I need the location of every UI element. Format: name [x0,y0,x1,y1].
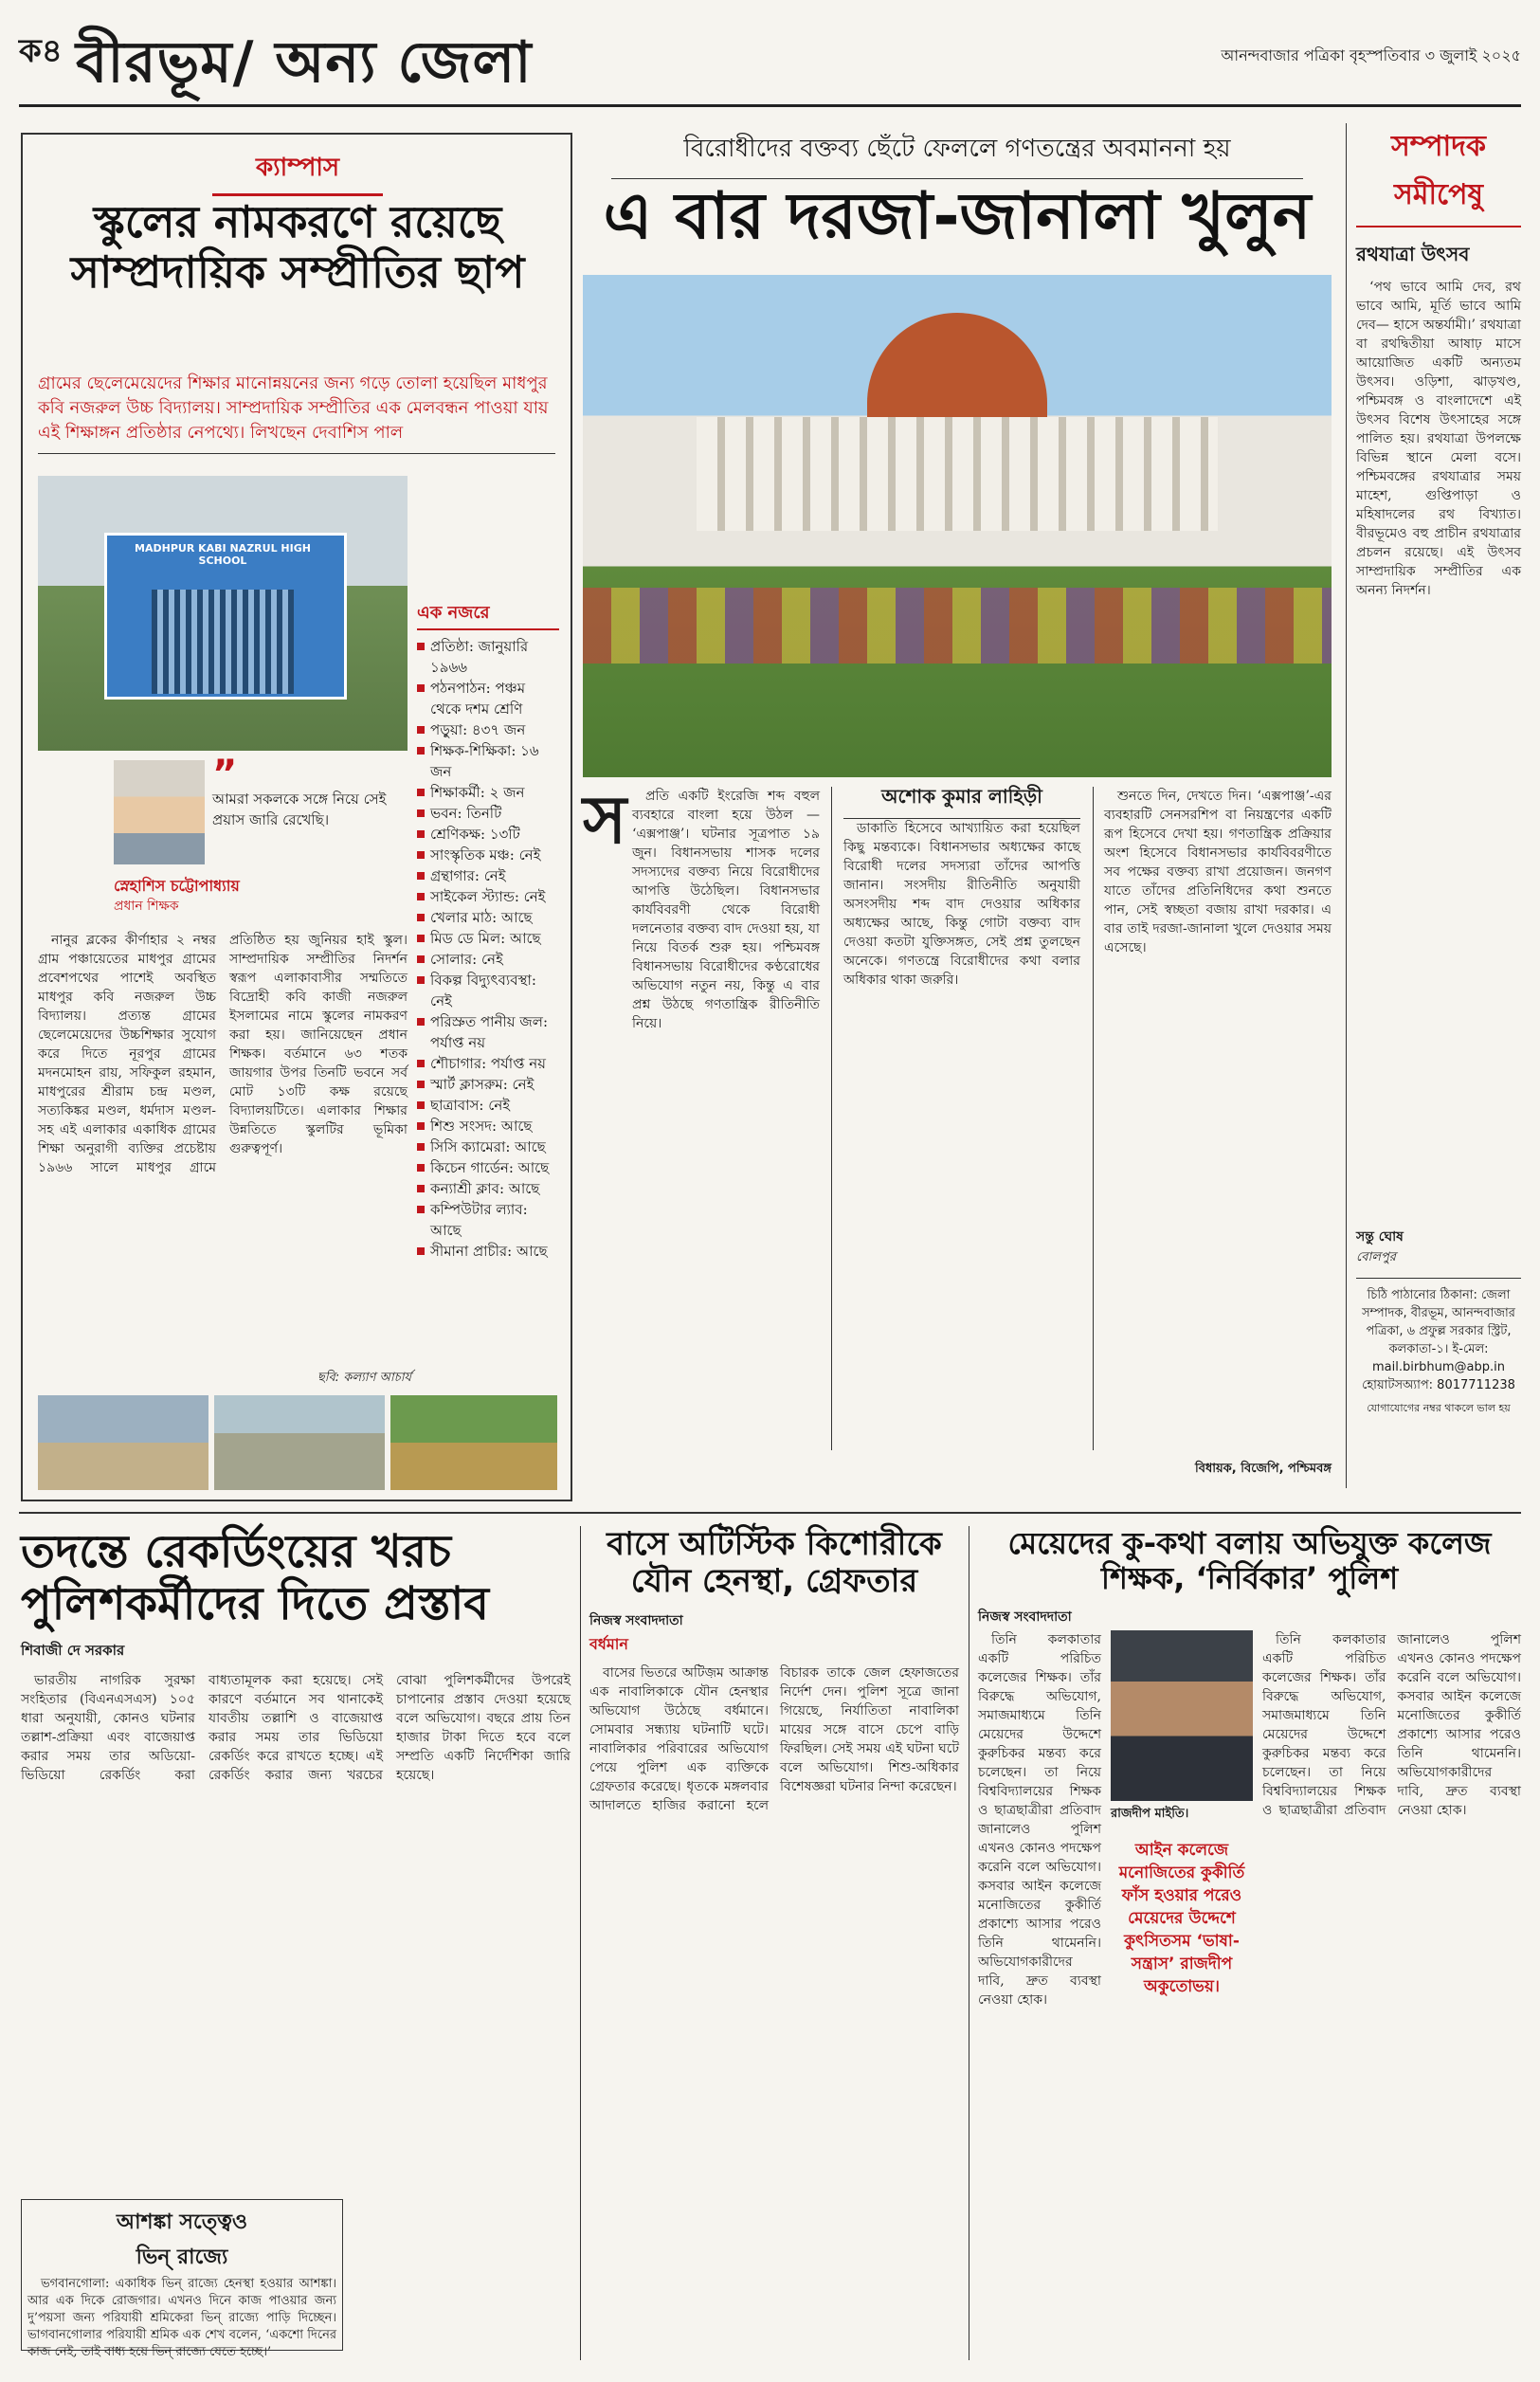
fact-item: ছাত্রাবাস: নেই [417,1095,559,1116]
lead-author: অশোক কুমার লাহিড়ী [843,783,1080,819]
bus-story [589,1526,959,2360]
school-sign: MADHPUR KABI NAZRUL HIGH SCHOOL [135,542,311,567]
fact-item: শ্রেণিকক্ষ: ১৩টি [417,824,559,845]
letters-column [1346,123,1521,1488]
facts-list [417,636,559,1262]
fact-item: কন্যাশ্রী ক্লাব: আছে [417,1178,559,1199]
bus-byline: নিজস্ব সংবাদদাতা [589,1613,683,1629]
letters-address-box [1356,1278,1521,1418]
campus-body: নানুর ব্লকের কীর্ণাহার ২ নম্বর গ্রাম পঞ্চায়েতের মাধপুর গ্রামের প্রবেশপথের পাশেই অবস্থিত মাধপুর কবি নজরুল উচ্চ বিদ্যালয়। প্রত্যন্ত গ্রামের ছেলেমেয়েদের উচ্চশিক্ষার সুযোগ করে দিতে নূরপুর গ্রামের মদনমোহন রায়, সফিকুল রহমান, মাধপুরের শ্রীরাম চন্দ্র মণ্ডল, সত্যকিঙ্কর মণ্ডল, ধর্মদাস মণ্ডল-সহ এই এলাকার একাধিক গ্রামের শিক্ষা অনুরাগী ব্যক্তির প্রচেষ্টায় ১৯৬৬ সালে মাধপুর গ্রামে প্রতিষ্ঠিত হয় জুনিয়র হাই স্কুল। সাম্প্রদায়িক সম্প্রীতির নিদর্শন স্বরূপ এলাকাবাসীর সম্মতিতে বিদ্রোহী কবি কাজী নজরুল ইসলামের নামে স্কুলের নামকরণ করা হয়। জানিয়েছেন প্রধান শিক্ষক। বর্তমানে ৬৩ শতক জায়গার উপর তিনটি ভবনে সর্ব মোট ১৩টি কক্ষ রয়েছে বিদ্যালয়টিতে। এলাকার শিক্ষার উন্নতিতে স্কুলটির ভূমিকা গুরুত্বপূর্ণ। [38,933,408,1175]
migrant-head-2: ভিন্ রাজ্যে [136,2246,228,2269]
migrant-box [21,2199,343,2359]
teacher-body-right: তিনি কলকাতার একটি পরিচিত কলেজের শিক্ষক। তাঁর বিরুদ্ধে অভিযোগ, সমাজমাধ্যমে তিনি মেয়েদের উদ্দেশে কুরুচিকর মন্তব্য করে চলেছেন। তা নিয়ে বিশ্ববিদ্যালয়ের শিক্ষক ও ছাত্রছাত্রীরা প্রতিবাদ জানালেও পুলিশ এখনও কোনও পদক্ষেপ করেনি বলে অভিযোগ। কসবার আইন কলেজে মনোজিতের কুকীর্তি প্রকাশ্যে আসার পরেও তিনি থামেননি। অভিযোগকারীদের দাবি, দ্রুত ব্যবস্থা নেওয়া হোক। [1262,1632,1521,1818]
fact-item: কম্পিউটার ল্যাব: আছে [417,1199,559,1241]
fact-item: প্রতিষ্ঠা: জানুয়ারি ১৯৬৬ [417,636,559,678]
letters-subhead: রথযাত্রা উৎসব [1356,243,1470,265]
lead-article [583,123,1332,1488]
letters-body: ‘পথ ভাবে আমি দেব, রথ ভাবে আমি, মূর্তি ভাবে আমি দেব— হাসে অন্তর্যামী।’ রথযাত্রা বা রথদ্বিতীয়া আষাঢ় মাসে আয়োজিত একটি অন্যতম উৎসব। ওড়িশা, ঝাড়খণ্ড, পশ্চিমবঙ্গ ও বাংলাদেশে এই উৎসব বিশেষ উৎসাহের সঙ্গে পালিত হয়। রথযাত্রা উপলক্ষে বিভিন্ন স্থানে মেলা বসে। পশ্চিমবঙ্গের রথযাত্রার সময় মাহেশ, গুপ্তিপাড়া ও মহিষাদলের রথ বিখ্যাত। বীরভূমেও বহু প্রাচীন রথযাত্রার প্রচলন রয়েছে। এই উৎসব সাম্প্রদায়িক সম্প্রীতির এক অনন্য নিদর্শন। [1356,280,1521,598]
teacher-story [978,1526,1521,2360]
lead-dropcap: স [583,781,627,859]
teacher-byline: নিজস্ব সংবাদদাতা [978,1609,1072,1625]
fact-item: সীমানা প্রাচীর: আছে [417,1241,559,1262]
school-photo [38,476,408,751]
masthead [19,19,1521,107]
fact-item: শিক্ষক-শিক্ষিকা: ১৬ জন [417,740,559,782]
page-number: ক৪ [19,32,63,70]
photo-credit: ছবি: কল্যাণ আচার্য [317,1371,411,1385]
teacher-photo [1111,1630,1253,1801]
quote-text: আমরা সকলকে সঙ্গে নিয়ে সেই প্রয়াস জারি রেখেছি। [212,791,387,828]
lead-kicker: বিরোধীদের বক্তব্য ছেঁটে ফেললে গণতন্ত্রের অবমাননা হয় [611,129,1303,179]
lead-col-1: প্রতি একটি ইংরেজি শব্দ বহুল ব্যবহারে বাংলা হয়ে উঠল — ‘এক্সপাঞ্জ’। ঘটনার সূত্রপাত ১৯ জুন। বিধানসভায় শাসক দলের সদস্যদের বক্তব্য নিয়ে বিরোধীদের আপত্তি উঠেছিল। বিধানসভার কার্যবিবরণী থেকে বিরোধী দলনেতার বক্তব্য বাদ দেওয়া হয়, যা নিয়ে বিতর্ক শুরু হয়। পশ্চিমবঙ্গ বিধানসভায় বিরোধীদের কণ্ঠরোধের অভিযোগ নতুন নয়, কিন্তু এ বার প্রশ্ন উঠছে গণতান্ত্রিক রীতিনীতি নিয়ে। [632,789,820,1031]
fact-item: সিসি ক্যামেরা: আছে [417,1136,559,1157]
headmaster-photo [114,760,205,864]
paper-info: আনন্দবাজার পত্রিকা বৃহস্পতিবার ৩ জুলাই ২০২৫ [1221,46,1521,64]
letters-signer: সন্তু ঘোষ [1356,1229,1404,1245]
section-title: বীরভূম/ অন্য জেলা [76,29,533,96]
fact-item: মিড ডে মিল: আছে [417,928,559,949]
teacher-body-left: তিনি কলকাতার একটি পরিচিত কলেজের শিক্ষক। তাঁর বিরুদ্ধে অভিযোগ, সমাজমাধ্যমে তিনি মেয়েদের উদ্দেশে কুরুচিকর মন্তব্য করে চলেছেন। তা নিয়ে বিশ্ববিদ্যালয়ের শিক্ষক ও ছাত্রছাত্রীরা প্রতিবাদ জানালেও পুলিশ এখনও কোনও পদক্ষেপ করেনি বলে অভিযোগ। কসবার আইন কলেজে মনোজিতের কুকীর্তি প্রকাশ্যে আসার পরেও তিনি থামেননি। অভিযোগকারীদের দাবি, দ্রুত ব্যবস্থা নেওয়া হোক। [978,1632,1101,2008]
bus-body: বাসের ভিতরে অটিজ়ম আক্রান্ত এক নাবালিকাকে যৌন হেনস্থার অভিযোগ উঠেছে বর্ধমানে। সোমবার সন্ধ্যায় ঘটনাটি ঘটে। নাবালিকার পরিবারের অভিযোগ পেয়ে পুলিশ এক ব্যক্তিকে গ্রেফতার করেছে। ধৃতকে মঙ্গলবার আদালতে হাজির করানো হলে বিচারক তাকে জেল হেফাজতের নির্দেশ দেন। পুলিশ সূত্রে জানা গিয়েছে, নির্যাতিতা নাবালিকা মায়ের সঙ্গে বাসে চেপে বাড়ি ফিরছিল। সেই সময় এই ঘটনা ঘটে বলে অভিযোগ। শিশু-অধিকার বিশেষজ্ঞরা ঘটনার নিন্দা করেছেন। [589,1665,959,1814]
students-photo-1 [38,1395,208,1490]
migrant-head-1: আশঙ্কা সত্ত্বেও [116,2210,248,2234]
fact-item: সাইকেল স্ট্যান্ড: নেই [417,886,559,907]
fact-item: কিচেন গার্ডেন: আছে [417,1157,559,1178]
campus-headline: স্কুলের নামকরণে রয়েছে সাম্প্রদায়িক সম্প্রীতির ছাপ [70,196,525,298]
students-photo-3 [390,1395,557,1490]
fact-item: সোলার: নেই [417,949,559,970]
campus-tag: ক্যাম্পাস [212,148,383,196]
fact-item: স্মার্ট ক্লাসরুম: নেই [417,1074,559,1095]
migrant-body: ভগবানগোলা: একাধিক ভিন্ রাজ্যে হেনস্থা হওয়ার আশঙ্কা। আর এক দিকে রোজগার। এখনও দিনে কাজ পাওয়ার জন্য দু’পয়সা জন্য পরিযায়ী শ্রমিকেরা ভিন্ রাজ্যে পাড়ি দিচ্ছেন। ভাগবানগোলার পরিযায়ী শ্রমিক এক শেখ বলেন, ‘একশো দিনের কাজ নেই, তাই বাধ্য হয়ে ভিন্ রাজ্যে যেতে হচ্ছে।’ [27,2277,336,2359]
students-photo-2 [214,1395,385,1490]
police-headline: তদন্তে রেকর্ডিংয়ের খরচ পুলিশকর্মীদের দিতে প্রস্তাব [21,1525,490,1631]
letters-signer-place: বোলপুর [1356,1250,1396,1264]
fact-item: খেলার মাঠ: আছে [417,907,559,928]
fact-item: পঠনপাঠন: পঞ্চম থেকে দশম শ্রেণি [417,678,559,719]
police-story [21,1526,571,2360]
letters-address-note: যোগাযোগের নম্বর থাকলে ভাল হয় [1367,1402,1511,1414]
facts-title: এক নজরে [417,599,559,630]
letters-address: চিঠি পাঠানোর ঠিকানা: জেলা সম্পাদক, বীরভূম, আনন্দবাজার পত্রিকা, ৬ প্রফুল্ল সরকার স্ট্রিট, কলকাতা-১। ই-মেল: mail.birbhum@abp.in হোয়াটসঅ্যাপ: 8017711238 [1362,1288,1515,1392]
fact-item: শিশু সংসদ: আছে [417,1116,559,1136]
campus-subhead: গ্রামের ছেলেমেয়েদের শিক্ষার মানোন্নয়নের জন্য গড়ে তোলা হয়েছিল মাধপুর কবি নজরুল উচ্চ বিদ্যালয়। সাম্প্রদায়িক সম্প্রীতির এক মেলবন্ধন পাওয়া যায় এই শিক্ষাঙ্গন প্রতিষ্ঠার নেপথ্যে। লিখছেন দেবাশিস পাল [38,372,555,454]
teacher-headline: মেয়েদের কু-কথা বলায় অভিযুক্ত কলেজ শিক্ষক, ‘নির্বিকার’ পুলিশ [1007,1525,1492,1596]
police-body: ভারতীয় নাগরিক সুরক্ষা সংহিতার (বিএনএসএস) ১০৫ ধারা অনুযায়ী, কোনও ঘটনার তল্লাশ-প্রক্রিয়া এবং বাজেয়াপ্ত করার সময় তার অডিয়ো-ভিডিয়ো রেকর্ডিং করা বাধ্যতামূলক করা হয়েছে। সেই কারণে বর্তমানে সব থানাকেই যাবতীয় তল্লাশি ও বাজেয়াপ্ত করার সময় তার ভিডিয়ো রেকর্ডিং করে রাখতে হচ্ছে। এই রেকর্ডিং করার জন্য খরচের বোঝা পুলিশকর্মীদের উপরেই চাপানোর প্রস্তাব দেওয়া হয়েছে বলে অভিযোগ। বছরে প্রায় তিন হাজার টাকা দিতে হবে বলে সম্প্রতি একটি নির্দেশিকা জারি হয়েছে। [21,1673,571,1784]
teacher-photo-caption: রাজদীপ মাইতি। [1111,1807,1189,1821]
letters-title-1: সম্পাদক [1390,130,1487,163]
lead-footer: বিধায়ক, বিজেপি, পশ্চিমবঙ্গ [1195,1462,1332,1476]
fact-item: শৌচাগার: পর্যাপ্ত নয় [417,1053,559,1074]
lead-headline: এ বার দরজা-জানালা খুলুন [603,179,1312,254]
teacher-side-head: আইন কলেজে মনোজিতের কুকীর্তি ফাঁস হওয়ার পরেও মেয়েদের উদ্দেশে কুৎসিতসম ‘ভাষা-সন্ত্রাস’ রাজদীপ অকুতোভয়। [1118,1841,1245,1996]
bus-dateline: বর্ধমান [589,1635,628,1654]
fact-item: গ্রন্থাগার: নেই [417,865,559,886]
bus-headline: বাসে অটিস্টিক কিশোরীকে যৌন হেনস্থা, গ্রেফতার [607,1525,942,1601]
fact-item: পরিস্রুত পানীয় জল: পর্যাপ্ত নয় [417,1011,559,1053]
letters-title-2: সমীপেষু [1356,172,1521,227]
fact-item: ভবন: তিনটি [417,803,559,824]
quote-mark-icon: ” [212,753,238,796]
campus-box [21,133,572,1501]
headmaster-name: স্নেহাশিস চট্টোপাধ্যায় [114,877,240,895]
fact-item: পড়ুয়া: ৪৩৭ জন [417,719,559,740]
police-byline: শিবাজী দে সরকার [21,1642,125,1660]
fact-item: বিকল্প বিদ্যুৎব্যবস্থা: নেই [417,970,559,1011]
headmaster-role: প্রধান শিক্ষক [114,899,179,914]
fact-item: শিক্ষাকর্মী: ২ জন [417,782,559,803]
lead-col-2: ডাকাতি হিসেবে আখ্যায়িত করা হয়েছিল কিছু মন্তব্যকে। বিধানসভার অধ্যক্ষের কাছে বিরোধী দলের সদস্যরা তাঁদের আপত্তি জানান। সংসদীয় রীতিনীতি অনুযায়ী অসংসদীয় শব্দ বাদ দেওয়ার অধিকার অধ্যক্ষের আছে, কিন্তু গোটা বক্তব্য বাদ দেওয়া কতটা যুক্তিসঙ্গত, সেই প্রশ্ন তুলছেন অনেকে। গণতন্ত্রে বিরোধীদের কথা বলার অধিকার থাকা জরুরি। [843,821,1080,988]
lead-col-3: শুনতে দিন, দেখতে দিন। ‘এক্সপাঞ্জ’-এর ব্যবহারটি সেনসরশিপ বা নিয়ন্ত্রণের একটি রূপ হিসেবে দেখা হয়। গণতান্ত্রিক প্রক্রিয়ার অংশ হিসেবে বিধানসভার কার্যবিবরণীতে সব পক্ষের বক্তব্য রাখা প্রয়োজন। জনগণ যাতে তাঁদের প্রতিনিধিদের কথা শুনতে পান, সেই স্বচ্ছতা বজায় রাখা দরকার। এ বার তাই দরজা-জানালা খুলে দেওয়ার সময় এসেছে। [1104,789,1332,955]
assembly-photo [583,275,1332,777]
fact-item: সাংস্কৃতিক মঞ্চ: নেই [417,845,559,865]
